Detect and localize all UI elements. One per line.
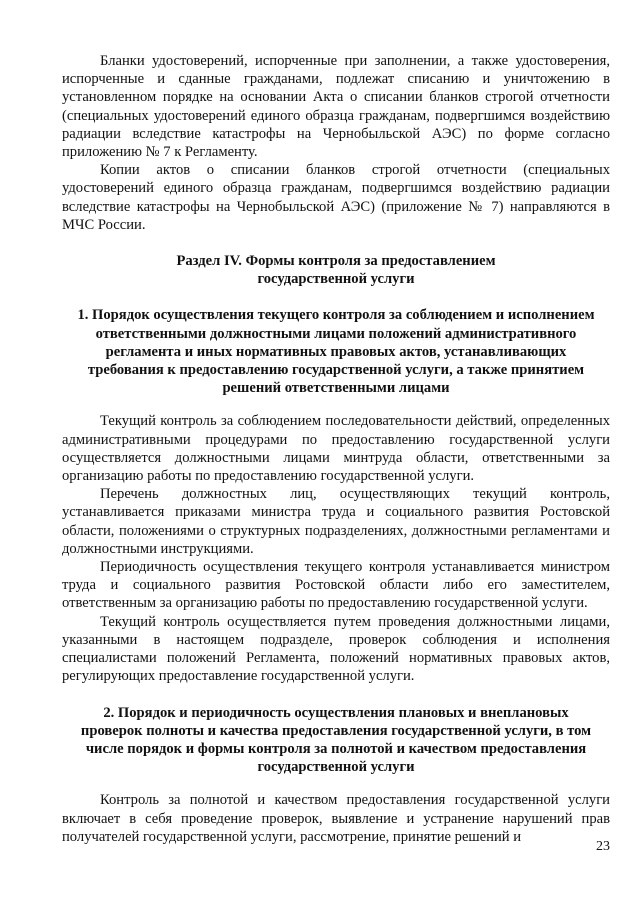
- subsection-heading-line: государственной услуги: [257, 759, 415, 776]
- paragraph-forms-write-off: Бланки удостоверений, испорченные при заполнении, а также удостоверения, испорченные и сданные гражданами, подлежат списанию и уничтожению в установленном порядке на основании Акта о списании бланков строгой отчетности (специальных удостоверений единого образца гражданам, подвергшимся воздействию радиации вследствие катастрофы на Чернобыльской АЭС) по форме согласно приложению № 7 к Регламенту.: [62, 53, 610, 161]
- paragraph-officials-list: Перечень должностных лиц, осуществляющих текущий контроль, устанавливается приказами министра труда и социального развития Ростовской области, положениями о структурных подразделениях, должностными регламентами и должностными инструкциями.: [62, 486, 610, 557]
- paragraph-current-control: Текущий контроль за соблюдением последовательности действий, определенных административными процедурами по предоставлению государственной услуги осуществляется должностными лицами минтруда области, ответственными за организацию работы по предоставлению государственной услуги.: [62, 413, 610, 485]
- subsection-heading-inspections: [62, 704, 610, 777]
- subsection-heading-line: числе порядок и формы контроля за полнотой и качеством предоставления: [85, 740, 587, 757]
- page-content: [62, 52, 610, 846]
- subsection-heading-line: требования к предоставлению государственной услуги, а также принятием: [87, 362, 585, 379]
- subsection-heading-line: решений ответственными лицами: [222, 380, 450, 397]
- subsection-heading-line: проверок полноты и качества предоставления государственной услуги, в том: [80, 722, 592, 739]
- page-number: 23: [596, 839, 610, 854]
- section-heading-line: государственной услуги: [257, 271, 415, 288]
- subsection-heading-line: регламента и иных нормативных правовых актов, устанавливающих: [105, 343, 567, 360]
- subsection-heading-line: 2. Порядок и периодичность осуществления плановых и внеплановых: [103, 704, 569, 721]
- subsection-heading-line: ответственными должностными лицами положений административного: [95, 325, 577, 342]
- section-heading: [62, 252, 610, 288]
- subsection-heading-current-control: [62, 306, 610, 397]
- paragraph-control-method: Текущий контроль осуществляется путем проведения должностными лицами, указанными в настоящем подразделе, проверок соблюдения и исполнения специалистами положений Регламента, положений нормативных правовых актов, регулирующих предоставление государственной услуги.: [62, 613, 610, 685]
- paragraph-quality-control: Контроль за полнотой и качеством предоставления государственной услуги включает в себя проведение проверок, выявление и устранение нарушений прав получателей государственной услуги, рассмотрение, принятие решений и: [62, 792, 610, 845]
- paragraph-periodicity: Периодичность осуществления текущего контроля устанавливается министром труда и социального развития Ростовской области либо его заместителем, ответственным за организацию работы по предоставлению государственной услуги.: [62, 559, 610, 612]
- section-heading-line: Раздел IV. Формы контроля за предоставлением: [176, 253, 496, 270]
- subsection-heading-line: 1. Порядок осуществления текущего контроля за соблюдением и исполнением: [77, 307, 595, 324]
- paragraph-acts-copies: Копии актов о списании бланков строгой отчетности (специальных удостоверений единого образца гражданам, подвергшимся воздействию радиации вследствие катастрофы на Чернобыльской АЭС) (приложение № 7) направляются в МЧС России.: [62, 162, 610, 233]
